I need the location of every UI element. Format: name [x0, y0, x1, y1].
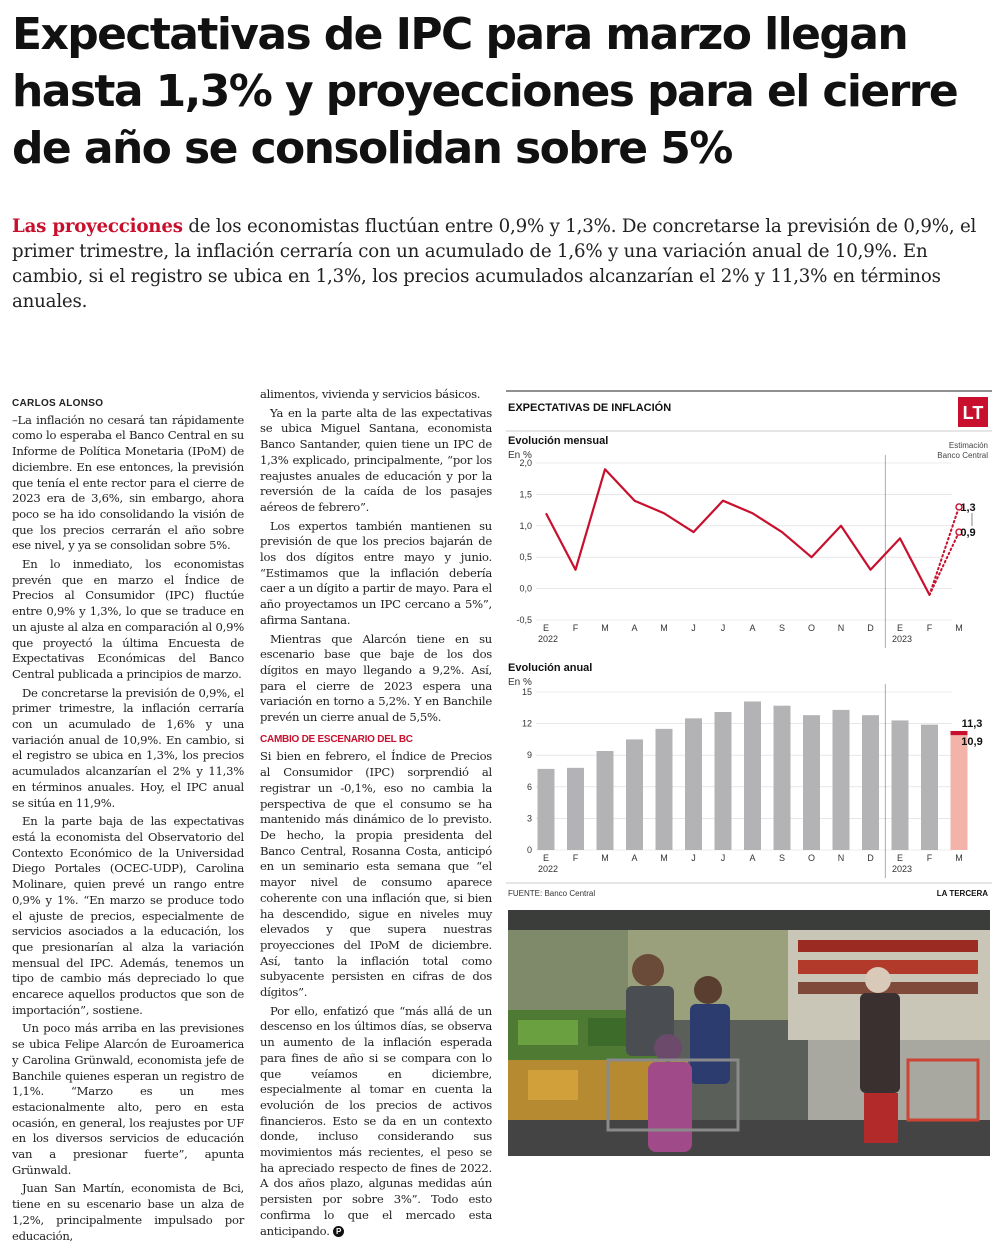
monthly-estimate-label: 1,3: [960, 501, 976, 514]
chart-monthly: [516, 455, 975, 648]
lead-paragraph: [12, 214, 992, 314]
lead-text: de los economistas fluctúan entre 0,9% y 1,3%. De concretarse la previsión de 0,9%, el primer trimestre, la inflación cerraría con un acumulado de 1,6% y una variación anual de 10,9%. En cambio, si el registro se ubica en 1,3%, los precios acumulados alcanzarían el 2% y 11,3% en términos anuales.: [12, 216, 977, 312]
chart-annual: [522, 684, 983, 878]
monthly-tick-y: 0,5: [519, 552, 532, 563]
annual-tick-x: A: [631, 853, 638, 863]
annual-bar: [626, 739, 643, 850]
paragraph: De concretarse la previsión de 0,9%, el primer trimestre, la inflación cerraría con un acumulado de 1,6% y una variación anual de 10,9%. En cambio, si el registro se ubica en 1,3%, los precios acumulados alcanzarían el 2% y 11,3% en términos anuales. Hoy, el IPC anual se sitúa en 11,9%.: [12, 685, 244, 810]
estimate-note-line-2: Banco Central: [937, 451, 988, 460]
lead-highlight: Las proyecciones: [12, 216, 183, 237]
supermarket-photo: [508, 910, 990, 1156]
paragraph: En la parte baja de las expectativas está la economista del Observatorio del Contexto Económico de la Universidad Diego Portales (OCEC-UDP), Carolina Molinare, quien prevé un rango entre 0,9% y 1%. “En marzo se produce todo el ajuste de precios, especialmente de servicios asociados a la educación, los que presionarían al alza la variación mensual del IPC. Además, tenemos un tipo de cambio más depreciado lo que encarece aquellos productos que son de importación”, sostiene.: [12, 814, 244, 1017]
annual-tick-y: 9: [526, 750, 532, 761]
monthly-line: [546, 469, 930, 595]
monthly-tick-y: 2,0: [519, 458, 532, 468]
annual-tick-x: N: [837, 853, 845, 863]
annual-tick-x: M: [955, 853, 963, 863]
monthly-estimate-label: 0,9: [960, 527, 976, 540]
paragraph: alimentos, vivienda y servicios básicos.: [260, 387, 481, 401]
paragraph-text: Por ello, enfatizó que “más allá de un descenso en los últimos días, se observa un aumento de la inflación esperada para fines de año si se compara con lo que veíamos en diciembre, especialmente al tomar en cuenta la evolución de los precios de activos financieros. Esto se da en un contexto donde, incluso considerando sus movimientos más recientes, el peso se ha apreciado respecto de fines de 2022. A dos años plazo, algunas medidas aún persisten por sobre 3%”. Todo esto confirma lo que el mercado esta anticipando.: [260, 1003, 492, 1238]
annual-tick-y: 15: [521, 687, 532, 697]
chart-monthly-unit: En %: [508, 450, 532, 461]
annual-bar: [744, 701, 761, 850]
annual-tick-x: E: [542, 853, 550, 863]
paragraph: Si bien en febrero, el Índice de Precios al Consumidor (IPC) sorprendió al registrar un -0,1%, eso no cambia la perspectiva de que el consumo se ha mantenido más dinámico de lo previsto. De hecho, la propia presidenta del Banco Central, Rosanna Costa, anticipó en un seminario esta semana que “el mayor nivel de consumo aparece coherente con una inflación que, si bien ha descendido, sigue en niveles muy elevados y que supera nuestras proyecciones del IPoM de diciembre. Así, tanto la inflación total como subyacente persisten en cifras de dos dígitos”.: [260, 749, 492, 1000]
paragraph: Ya en la parte alta de las expectativas se ubica Miguel Santana, economista Banco Santander, quien tiene un IPC de 1,3% explicado, principalmente, “por los reajustes anuales de educación y por la reversión de la caída de los pasajes aéreos de febrero”.: [260, 405, 492, 514]
paragraph: En lo inmediato, los economistas prevén que en marzo el Índice de Precios al Consumidor (IPC) fluctúe entre 0,9% y 1,3%, lo que se traduce en un ajuste al alza en comparación al 0,9% que proyectó la última Encuesta de Expectativas Económicas del Banco Central publicada a principios de marzo.: [12, 557, 244, 681]
inflation-graphic: [506, 385, 992, 905]
monthly-tick-x: F: [926, 623, 933, 633]
monthly-tick-x: O: [807, 623, 816, 633]
monthly-estimate-line: [930, 532, 960, 595]
annual-tick-x: A: [749, 853, 756, 863]
estimate-note-line-1: Estimación: [948, 441, 988, 450]
logo-text: LT: [962, 403, 984, 423]
annual-tick-x: S: [778, 853, 786, 863]
monthly-tick-x: F: [572, 623, 579, 633]
graphic-source: FUENTE: Banco Central: [508, 889, 596, 898]
annual-estimate-bar: [951, 735, 968, 850]
annual-tick-x: M: [601, 853, 609, 863]
monthly-tick-x: A: [749, 623, 756, 633]
annual-bar: [921, 725, 938, 850]
paragraph: Un poco más arriba en las previsiones se ubica Felipe Alarcón de Euroamerica y Carolina Grünwald, economista jefe de Banchile quienes esperan un registro de 1,1%. “Marzo es un mes estacionalmente alto, pero en esta ocasión, en general, los reajustes por UF en los diversos servicios de educación van a presionar fuerte”, apunta Grünwald.: [12, 1021, 244, 1177]
annual-bar: [685, 718, 702, 850]
monthly-year-label: 2022: [538, 634, 559, 644]
monthly-tick-x: N: [837, 623, 845, 633]
end-mark-letter: P: [336, 1227, 342, 1237]
monthly-tick-x: J: [691, 623, 696, 633]
chart-monthly-title: Evolución mensual: [508, 435, 609, 447]
annual-estimate-label: 11,3: [961, 717, 983, 730]
monthly-tick-x: S: [778, 623, 786, 633]
paragraph: Mientras que Alarcón tiene en su escenario base que baje de los dos dígitos en mayo llegando a 9,2%. Así, para el cierre de 2023 espera una variación en torno a 5,2%. Y en Banchile prevén un cierre anual de 5,5%.: [260, 631, 492, 725]
annual-tick-x: D: [867, 853, 874, 863]
annual-bar: [567, 768, 584, 850]
end-mark-icon: [333, 1226, 344, 1237]
headline: Expectativas de IPC para marzo llegan hasta 1,3% y proyecciones para el cierre de año se consolidan sobre 5%: [12, 9, 958, 174]
paragraph: Juan San Martín, economista de Bci, tiene en su escenario base un alza de 1,2%, principalmente impulsado por educación,: [12, 1181, 244, 1243]
annual-year-label: 2023: [892, 864, 913, 874]
annual-bar: [656, 729, 673, 850]
monthly-tick-x: E: [542, 623, 550, 633]
graphic-title: EXPECTATIVAS DE INFLACIÓN: [508, 402, 672, 414]
monthly-tick-y: 1,0: [519, 520, 532, 531]
annual-tick-x: O: [807, 853, 816, 863]
chart-annual-unit: En %: [508, 677, 532, 688]
annual-tick-x: E: [896, 853, 904, 863]
subheading: CAMBIO DE ESCENARIO DEL BC: [260, 733, 413, 745]
article-column-1: [12, 396, 244, 1247]
paragraph: Los expertos también mantienen su previsión de que los precios bajarán de los dos dígitos entre mayo y junio. “Estimamos que la inflación debería caer a un dígito a partir de mayo. Para el año proyectamos un IPC cercano a 5%”, afirma Santana.: [260, 518, 492, 627]
annual-bar: [538, 769, 555, 850]
annual-tick-x: M: [660, 853, 668, 863]
annual-estimate-range: [951, 731, 968, 735]
annual-bar: [833, 710, 850, 850]
monthly-tick-x: A: [631, 623, 638, 633]
annual-year-label: 2022: [538, 864, 559, 874]
annual-tick-x: F: [926, 853, 933, 863]
annual-bar: [715, 712, 732, 850]
monthly-tick-x: M: [660, 623, 668, 633]
annual-bar: [597, 751, 614, 850]
annual-tick-x: J: [691, 853, 696, 863]
monthly-year-label: 2023: [892, 634, 913, 644]
inflation-charts: [506, 385, 992, 905]
monthly-tick-x: E: [896, 623, 904, 633]
annual-tick-y: 3: [526, 813, 532, 824]
annual-tick-y: 12: [521, 718, 532, 729]
annual-bar: [774, 706, 791, 850]
chart-annual-title: Evolución anual: [508, 662, 593, 674]
annual-bar: [862, 715, 879, 850]
monthly-tick-x: M: [955, 623, 963, 633]
monthly-tick-x: J: [720, 623, 726, 633]
annual-bar: [803, 715, 820, 850]
monthly-tick-x: D: [867, 623, 874, 633]
paragraph: [260, 1004, 492, 1240]
graphic-credit: LA TERCERA: [936, 889, 988, 898]
monthly-tick-x: M: [601, 623, 609, 633]
annual-tick-x: J: [720, 853, 726, 863]
article-column-2: [260, 387, 492, 1242]
monthly-estimate-line: [930, 507, 960, 595]
monthly-tick-y: -0,5: [516, 615, 532, 625]
annual-estimate-label: 10,9: [961, 736, 983, 749]
annual-tick-y: 0: [526, 845, 532, 855]
monthly-tick-y: 1,5: [519, 489, 532, 500]
annual-tick-x: F: [572, 853, 579, 863]
byline: CARLOS ALONSO: [12, 398, 104, 409]
annual-bar: [892, 720, 909, 850]
annual-tick-y: 6: [526, 781, 532, 792]
supermarket-photo-illustration: [508, 910, 990, 1156]
paragraph: –La inflación no cesará tan rápidamente como lo esperaba el Banco Central en su Informe de Política Monetaria (IPoM) de diciembre. En ese entonces, la previsión que tenía el ente rector para el cierre de 2023 era de 3,6%, sin embargo, ahora poco se ha ido consolidando la visión de que los precios cerrarán el año sobre ese nivel, y ya se consolidan sobre 5%.: [12, 412, 244, 553]
monthly-tick-y: 0,0: [519, 583, 532, 594]
